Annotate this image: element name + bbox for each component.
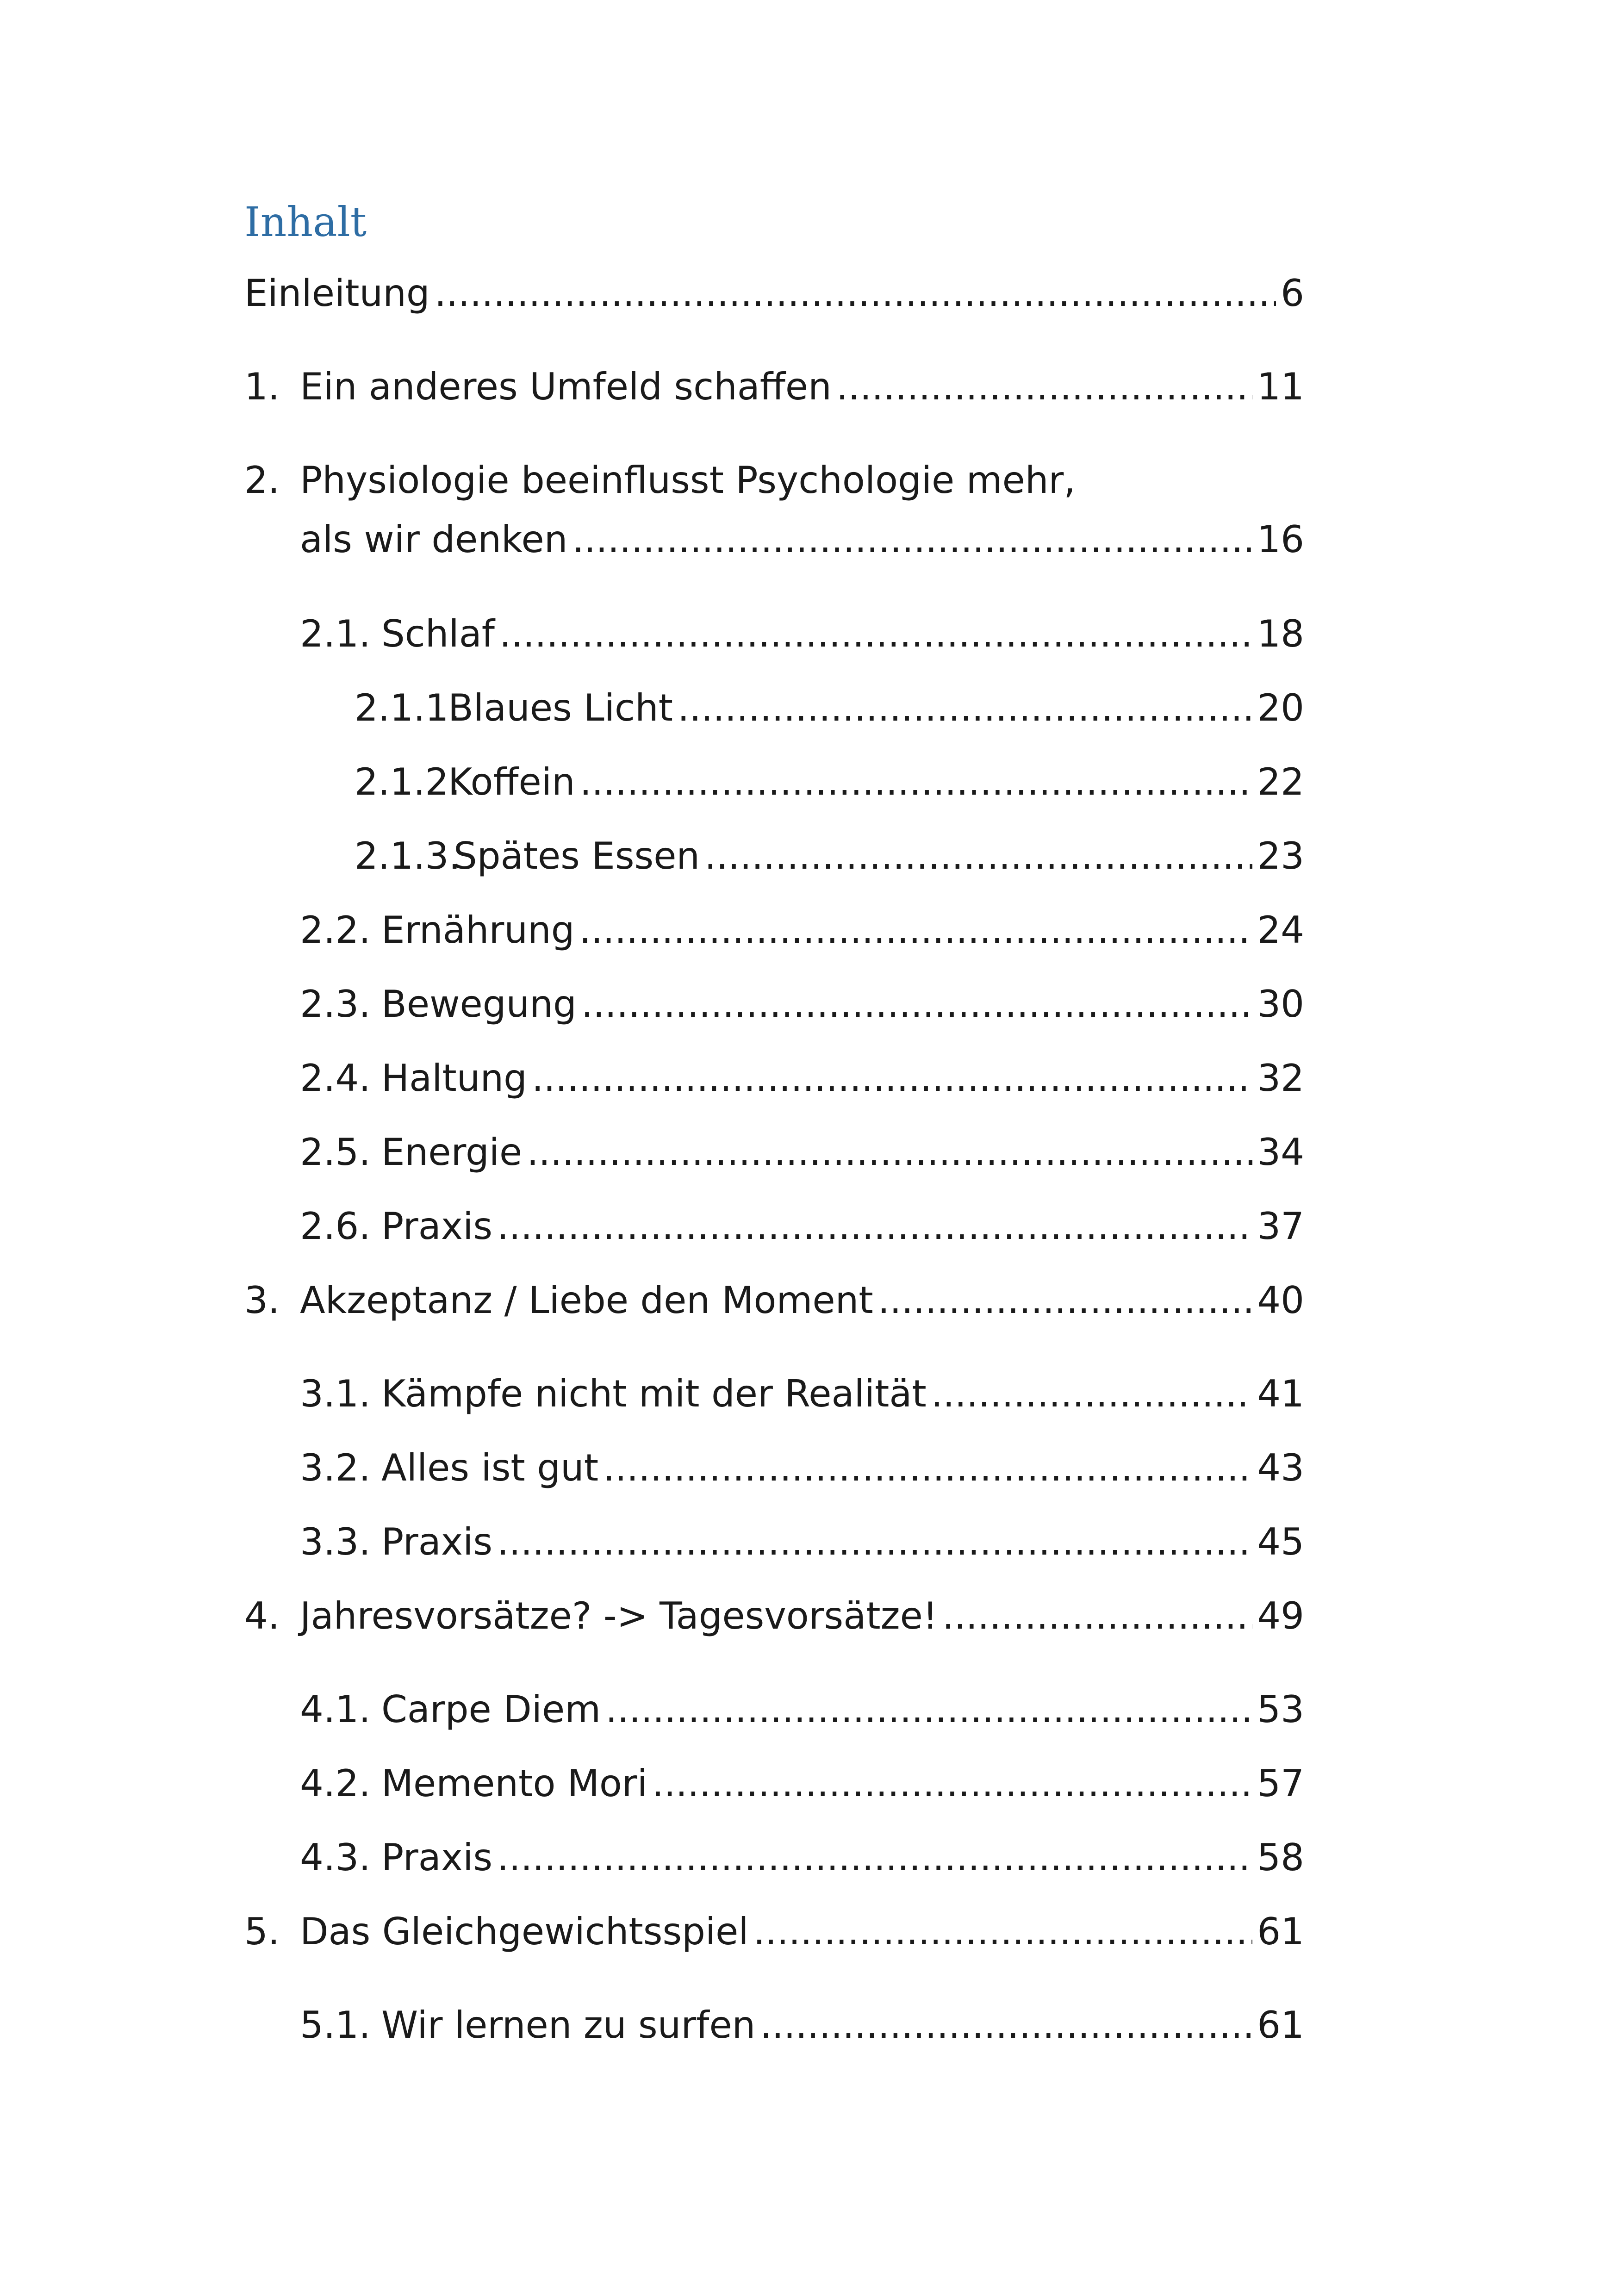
toc-entry-title: Praxis xyxy=(381,1205,492,1248)
toc-entry-title: Energie xyxy=(381,1131,523,1174)
toc-entry-subsection-2-1-3[interactable] xyxy=(355,834,1304,877)
toc-entry-section-2-3[interactable] xyxy=(300,983,1304,1026)
toc-entry-chapter-1[interactable] xyxy=(244,365,1304,408)
toc-entry-number: 3.1. xyxy=(300,1372,371,1415)
toc-entry-title: Alles ist gut xyxy=(381,1446,599,1489)
toc-entry-title: Wir lernen zu surfen xyxy=(381,2004,756,2047)
toc-entry-number: 3. xyxy=(244,1279,280,1322)
toc-entry-number: 2.1.1. xyxy=(355,686,461,729)
toc-entry-page: 40 xyxy=(1257,1279,1304,1322)
toc-entry-number: 4. xyxy=(244,1594,280,1637)
toc-entry-section-2-2[interactable] xyxy=(300,908,1304,952)
toc-entry-page: 61 xyxy=(1257,1910,1304,1953)
toc-entry-number: 2.5. xyxy=(300,1131,371,1174)
toc-entry-title: Spätes Essen xyxy=(454,834,700,877)
toc-entry-page: 45 xyxy=(1257,1520,1304,1563)
toc-entry-page: 53 xyxy=(1257,1688,1304,1731)
toc-entry-page: 20 xyxy=(1257,686,1304,729)
toc-entry-title: Akzeptanz / Liebe den Moment xyxy=(300,1279,873,1322)
dot-leader xyxy=(704,838,1252,875)
toc-entry-section-4-1[interactable] xyxy=(300,1688,1304,1731)
toc-entry-page: 49 xyxy=(1257,1594,1304,1637)
toc-entry-page: 32 xyxy=(1257,1057,1304,1100)
dot-leader xyxy=(532,1060,1252,1097)
toc-entry-page: 61 xyxy=(1257,2004,1304,2047)
dot-leader xyxy=(605,1691,1252,1728)
toc-entry-subsection-2-1-1[interactable] xyxy=(355,686,1304,729)
toc-entry-number: 5.1. xyxy=(300,2004,371,2047)
toc-entry-page: 24 xyxy=(1257,908,1304,952)
toc-entry-section-2-6[interactable] xyxy=(300,1205,1304,1248)
toc-entry-number: 4.2. xyxy=(300,1762,371,1805)
toc-entry-title: Memento Mori xyxy=(381,1762,647,1805)
dot-leader xyxy=(580,764,1253,801)
toc-entry-page: 41 xyxy=(1257,1372,1304,1415)
dot-leader xyxy=(678,690,1252,727)
toc-entry-number: 5. xyxy=(244,1910,280,1953)
dot-leader xyxy=(603,1450,1252,1487)
toc-entry-title: Einleitung xyxy=(244,272,430,315)
dot-leader xyxy=(499,616,1252,653)
dot-leader xyxy=(497,1524,1252,1561)
toc-entry-number: 4.3. xyxy=(300,1836,371,1879)
toc-entry-title: Bewegung xyxy=(381,983,577,1026)
toc-entry-page: 23 xyxy=(1257,834,1304,877)
toc-entry-title: Ein anderes Umfeld schaffen xyxy=(300,365,832,408)
dot-leader xyxy=(527,1134,1252,1171)
toc-entry-title: Haltung xyxy=(381,1057,527,1100)
toc-entry-page: 37 xyxy=(1257,1205,1304,1248)
dot-leader xyxy=(581,986,1252,1023)
toc-entry-page: 43 xyxy=(1257,1446,1304,1489)
toc-entry-number: 2.1.2. xyxy=(355,760,461,803)
toc-entry-chapter-5[interactable] xyxy=(244,1910,1304,1953)
toc-entry-einleitung[interactable] xyxy=(244,272,1304,315)
dot-leader xyxy=(878,1282,1252,1319)
dot-leader xyxy=(579,912,1253,949)
dot-leader xyxy=(435,275,1276,312)
dot-leader xyxy=(497,1839,1252,1876)
dot-leader xyxy=(497,1208,1252,1245)
toc-entry-title: Kämpfe nicht mit der Realität xyxy=(381,1372,927,1415)
toc-entry-chapter-4[interactable] xyxy=(244,1594,1304,1637)
dot-leader xyxy=(572,521,1252,558)
toc-entry-chapter-2-line-1[interactable] xyxy=(244,459,1076,502)
toc-entry-page: 34 xyxy=(1257,1131,1304,1174)
toc-entry-page: 57 xyxy=(1257,1762,1304,1805)
toc-entry-title: Carpe Diem xyxy=(381,1688,601,1731)
toc-entry-number: 2.1. xyxy=(300,612,371,655)
toc-entry-title: Praxis xyxy=(381,1520,492,1563)
toc-heading: Inhalt xyxy=(244,198,367,246)
toc-entry-title: Das Gleichgewichtsspiel xyxy=(300,1910,749,1953)
toc-entry-page: 30 xyxy=(1257,983,1304,1026)
toc-entry-page: 11 xyxy=(1257,365,1304,408)
toc-entry-number: 4.1. xyxy=(300,1688,371,1731)
dot-leader xyxy=(760,2007,1252,2044)
dot-leader xyxy=(836,368,1252,405)
toc-entry-page: 18 xyxy=(1257,612,1304,655)
toc-entry-title: Praxis xyxy=(381,1836,492,1879)
toc-entry-title: Jahresvorsätze? -> Tagesvorsätze! xyxy=(300,1594,938,1637)
dot-leader xyxy=(942,1598,1252,1635)
toc-entry-section-4-3[interactable] xyxy=(300,1836,1304,1879)
toc-entry-title: Koffein xyxy=(448,760,575,803)
toc-entry-page: 22 xyxy=(1257,760,1304,803)
toc-entry-section-3-3[interactable] xyxy=(300,1520,1304,1563)
toc-entry-section-3-2[interactable] xyxy=(300,1446,1304,1489)
toc-entry-title: Schlaf xyxy=(381,612,495,655)
dot-leader xyxy=(753,1913,1253,1950)
toc-entry-section-2-4[interactable] xyxy=(300,1057,1304,1100)
toc-entry-title: Blaues Licht xyxy=(448,686,673,729)
toc-entry-page: 16 xyxy=(1257,518,1304,561)
toc-entry-number: 2.6. xyxy=(300,1205,371,1248)
toc-entry-number: 2.1.3. xyxy=(355,834,461,877)
toc-entry-number: 3.2. xyxy=(300,1446,371,1489)
toc-entry-page: 58 xyxy=(1257,1836,1304,1879)
dot-leader xyxy=(931,1375,1252,1412)
toc-entry-chapter-3[interactable] xyxy=(244,1279,1304,1322)
toc-entry-number: 3.3. xyxy=(300,1520,371,1563)
toc-entry-number: 2.4. xyxy=(300,1057,371,1100)
toc-entry-chapter-2-line-2[interactable] xyxy=(300,518,1304,561)
toc-entry-number: 2.2. xyxy=(300,908,371,952)
toc-entry-section-2-5[interactable] xyxy=(300,1131,1304,1174)
toc-entry-title: Ernährung xyxy=(381,908,575,952)
toc-entry-subsection-2-1-2[interactable] xyxy=(355,760,1304,803)
toc-entry-number: 2. xyxy=(244,459,280,502)
toc-entry-number: 2.3. xyxy=(300,983,371,1026)
toc-entry-section-5-1[interactable] xyxy=(300,2004,1304,2047)
toc-entry-title-continued: als wir denken xyxy=(300,518,568,561)
toc-entry-section-3-1[interactable] xyxy=(300,1372,1304,1415)
toc-entry-page: 6 xyxy=(1281,272,1304,315)
toc-entry-section-2-1[interactable] xyxy=(300,612,1304,655)
toc-entry-section-4-2[interactable] xyxy=(300,1762,1304,1805)
toc-entry-number: 1. xyxy=(244,365,280,408)
toc-entry-title: Physiologie beeinflusst Psychologie mehr, xyxy=(300,459,1076,502)
dot-leader xyxy=(652,1765,1252,1802)
